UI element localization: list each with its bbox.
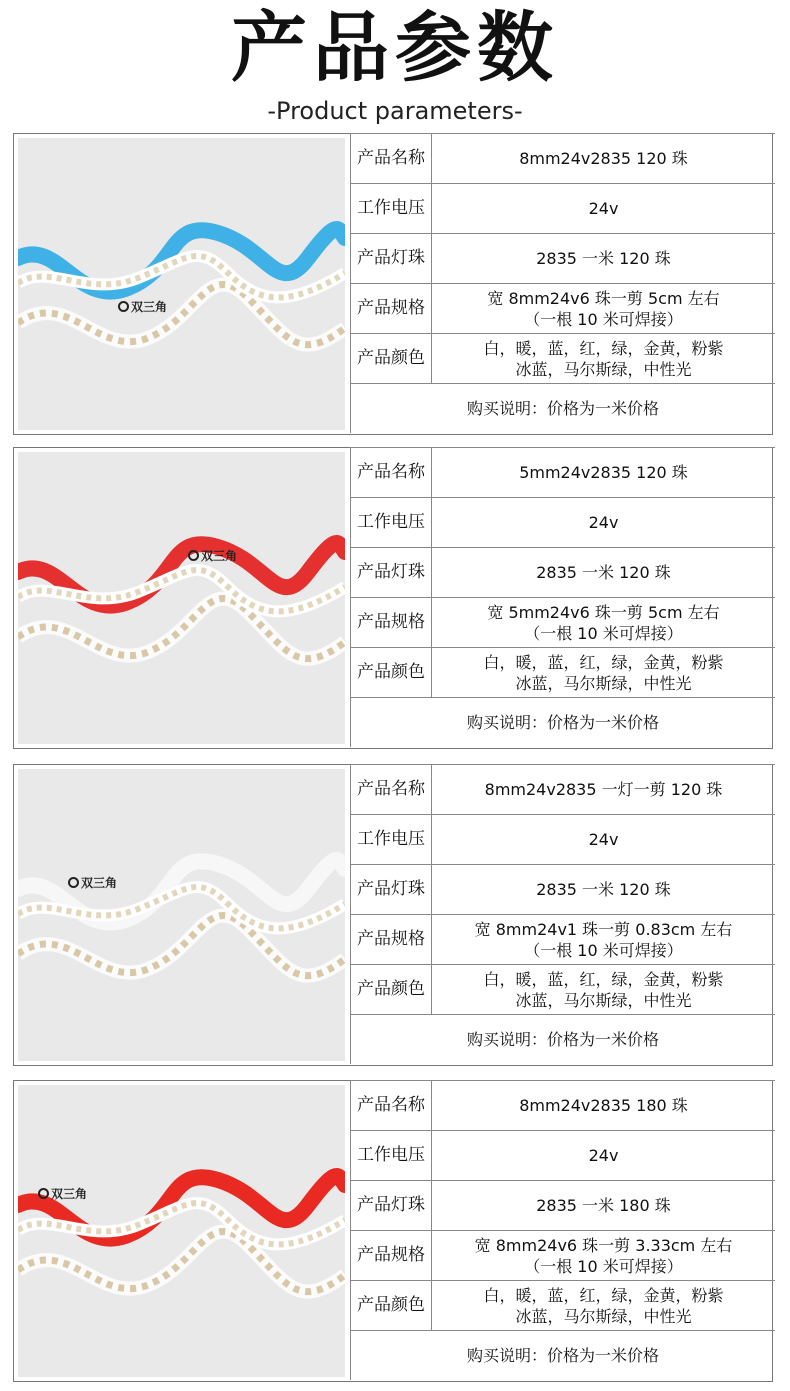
param-row-name (350, 447, 775, 497)
product-photo (18, 452, 345, 744)
product-block (13, 133, 773, 435)
param-value (432, 815, 775, 864)
product-photo (18, 1085, 345, 1377)
param-row-color (350, 333, 775, 383)
param-label: 产品颜色 (351, 1281, 432, 1330)
param-value-line: 冰蓝，马尔斯绿，中性光 (515, 990, 692, 1010)
param-table (350, 447, 775, 749)
param-label: 产品颜色 (351, 965, 432, 1014)
param-value-text: 24v (588, 830, 619, 849)
param-row-voltage (350, 1130, 775, 1180)
param-value (432, 234, 775, 283)
param-row-name (350, 1080, 775, 1130)
param-row-beads (350, 233, 775, 283)
param-table (350, 764, 775, 1066)
param-value-text: 2835 一米 180 珠 (536, 1196, 671, 1215)
param-value-text: 2835 一米 120 珠 (536, 249, 671, 268)
param-value (432, 448, 775, 497)
param-value (432, 865, 775, 914)
param-value-line: 宽 5mm24v6 珠一剪 5cm 左右 (487, 602, 720, 622)
param-value-line: 白，暖，蓝，红，绿，金黄，粉紫 (483, 1285, 724, 1305)
param-label: 产品名称 (351, 448, 432, 497)
purchase-note: 购买说明：价格为一米价格 (350, 383, 775, 433)
param-value-text: 2835 一米 120 珠 (536, 563, 671, 582)
param-value (432, 1281, 775, 1330)
param-label: 产品名称 (351, 1081, 432, 1130)
brand-watermark (68, 874, 117, 891)
param-value-line: 白，暖，蓝，红，绿，金黄，粉紫 (483, 338, 724, 358)
param-value-text: 8mm24v2835 180 珠 (519, 1096, 688, 1115)
param-value (432, 915, 775, 964)
param-value-text: 24v (588, 1146, 619, 1165)
param-label: 产品颜色 (351, 334, 432, 383)
led-strip-illustration (18, 452, 345, 744)
param-value-line: 宽 8mm24v1 珠一剪 0.83cm 左右 (474, 919, 733, 939)
param-row-beads (350, 1180, 775, 1230)
brand-watermark (188, 547, 237, 564)
param-value-line: 宽 8mm24v6 珠一剪 3.33cm 左右 (474, 1235, 733, 1255)
led-strip-illustration (18, 769, 345, 1061)
purchase-note: 购买说明：价格为一米价格 (350, 697, 775, 747)
param-row-beads (350, 864, 775, 914)
param-value-line: 冰蓝，马尔斯绿，中性光 (515, 359, 692, 379)
param-row-name (350, 764, 775, 814)
param-value-line: （一根 10 米可焊接） (524, 623, 683, 643)
watermark-logo-icon (188, 550, 199, 561)
param-label: 产品名称 (351, 134, 432, 183)
led-strip-illustration (18, 138, 345, 430)
param-label: 工作电压 (351, 498, 432, 547)
brand-watermark (38, 1185, 87, 1202)
param-table (350, 1080, 775, 1382)
param-value (432, 134, 775, 183)
param-row-color (350, 647, 775, 697)
param-label: 产品规格 (351, 1231, 432, 1280)
param-value-line: 冰蓝，马尔斯绿，中性光 (515, 673, 692, 693)
param-value-text: 24v (588, 199, 619, 218)
param-value (432, 648, 775, 697)
purchase-note: 购买说明：价格为一米价格 (350, 1330, 775, 1380)
param-label: 产品规格 (351, 284, 432, 333)
param-value-text: 24v (588, 513, 619, 532)
param-row-voltage (350, 183, 775, 233)
param-row-beads (350, 547, 775, 597)
param-label: 产品灯珠 (351, 1181, 432, 1230)
param-value (432, 765, 775, 814)
param-row-spec (350, 1230, 775, 1280)
param-row-color (350, 1280, 775, 1330)
param-row-spec (350, 283, 775, 333)
param-label: 产品名称 (351, 765, 432, 814)
param-table (350, 133, 775, 435)
purchase-note: 购买说明：价格为一米价格 (350, 1014, 775, 1064)
brand-watermark (118, 298, 167, 315)
param-value (432, 965, 775, 1014)
param-value (432, 498, 775, 547)
param-value-line: 宽 8mm24v6 珠一剪 5cm 左右 (487, 288, 720, 308)
param-value-text: 8mm24v2835 一灯一剪 120 珠 (484, 780, 723, 799)
param-row-voltage (350, 814, 775, 864)
param-row-color (350, 964, 775, 1014)
watermark-text: 双三角 (81, 876, 118, 890)
product-photo (18, 769, 345, 1061)
product-block (13, 447, 773, 749)
param-value-line: （一根 10 米可焊接） (524, 940, 683, 960)
param-value (432, 1081, 775, 1130)
page-title: 产品参数 (231, 3, 559, 92)
param-row-name (350, 133, 775, 183)
param-value (432, 334, 775, 383)
param-value-line: （一根 10 米可焊接） (524, 1256, 683, 1276)
param-label: 产品规格 (351, 598, 432, 647)
watermark-text: 双三角 (131, 300, 168, 314)
param-value (432, 1181, 775, 1230)
param-label: 产品规格 (351, 915, 432, 964)
param-label: 产品灯珠 (351, 234, 432, 283)
watermark-text: 双三角 (201, 549, 238, 563)
param-row-spec (350, 597, 775, 647)
param-value (432, 1131, 775, 1180)
page-subtitle: -Product parameters- (267, 97, 523, 125)
product-block (13, 1080, 773, 1382)
watermark-text: 双三角 (51, 1187, 88, 1201)
param-label: 产品颜色 (351, 648, 432, 697)
param-value (432, 184, 775, 233)
product-photo (18, 138, 345, 430)
param-row-spec (350, 914, 775, 964)
param-label: 产品灯珠 (351, 548, 432, 597)
param-value-text: 8mm24v2835 120 珠 (519, 149, 688, 168)
param-value-line: （一根 10 米可焊接） (524, 309, 683, 329)
watermark-logo-icon (38, 1188, 49, 1199)
param-value-line: 白，暖，蓝，红，绿，金黄，粉紫 (483, 652, 724, 672)
led-strip-illustration (18, 1085, 345, 1377)
param-value-text: 2835 一米 120 珠 (536, 880, 671, 899)
param-label: 工作电压 (351, 1131, 432, 1180)
param-row-voltage (350, 497, 775, 547)
param-value-text: 5mm24v2835 120 珠 (519, 463, 688, 482)
product-block (13, 764, 773, 1066)
watermark-logo-icon (118, 301, 129, 312)
param-label: 工作电压 (351, 815, 432, 864)
param-value (432, 548, 775, 597)
watermark-logo-icon (68, 877, 79, 888)
param-value-line: 白，暖，蓝，红，绿，金黄，粉紫 (483, 969, 724, 989)
param-value (432, 1231, 775, 1280)
param-label: 工作电压 (351, 184, 432, 233)
param-value (432, 598, 775, 647)
param-value (432, 284, 775, 333)
param-label: 产品灯珠 (351, 865, 432, 914)
param-value-line: 冰蓝，马尔斯绿，中性光 (515, 1306, 692, 1326)
